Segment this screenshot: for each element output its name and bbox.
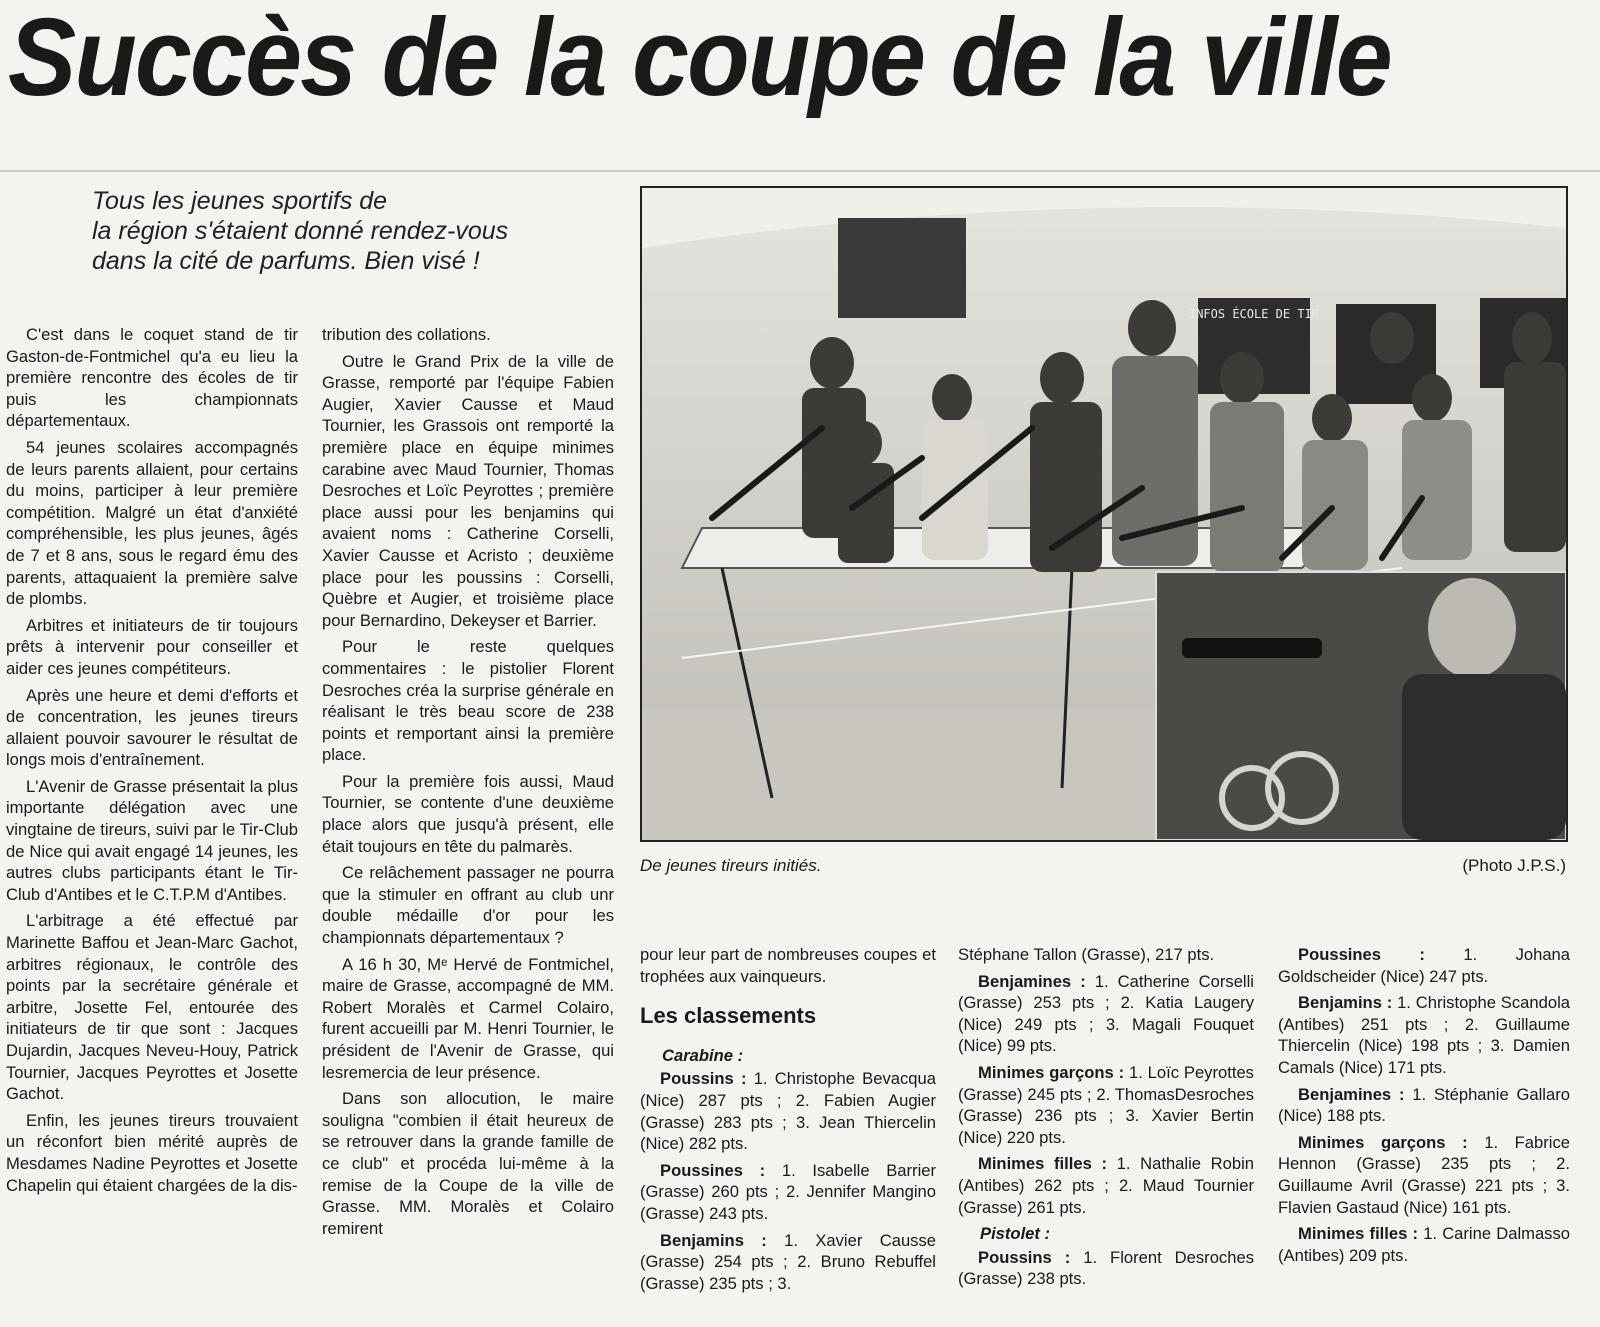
article-column-2 <box>322 324 614 1244</box>
article-column-4 <box>958 944 1254 1295</box>
result-entry <box>640 1068 936 1154</box>
result-label: Minimes garçons : <box>978 1062 1125 1082</box>
standfirst-line: la région s'étaient donné rendez-vous <box>92 217 509 245</box>
photo-illustration <box>642 188 1566 840</box>
paragraph: Outre le Grand Prix de la ville de Grasse, remporté par l'équipe Fabien Augier, Xavier Causse et Maud Tournier, les Grassois ont remporté la première place en équipe minimes carabine avec Maud Tournier, Thomas Desroches et Loïc Peyrottes ; première place aussi pour les benjamins qui avaient noms : Catherine Corselli, Xavier Causse et Acristo ; deuxième place pour les poussins : Corselli, Quèbre et Augier, et troisième place pour Bernardino, Dekeyser et Barrier. <box>322 351 614 630</box>
result-entry <box>1278 992 1570 1078</box>
standfirst-line: dans la cité de parfums. Bien visé ! <box>92 247 480 275</box>
paragraph: 54 jeunes scolaires accompagnés de leurs parents allaient, pour certains du moins, participer à leur première compétition. Malgré un état d'anxiété compréhensible, les plus jeunes, âgés de 7 et 8 ans, sous le regard ému des parents, attaquaient la première salve de plombs. <box>6 437 298 609</box>
result-label: Benjamins : <box>1298 993 1393 1013</box>
result-label: Minimes filles : <box>1298 1224 1419 1244</box>
result-label: Poussins : <box>660 1069 747 1089</box>
article-column-1 <box>6 324 298 1201</box>
result-text: 1. Xavier Causse (Grasse) 254 pts ; 2. Bruno Rebuffel (Grasse) 235 pts ; 3. <box>640 1230 936 1293</box>
category-label: Pistolet : <box>980 1224 1051 1244</box>
result-text: 1. Isabelle Barrier (Grasse) 260 pts ; 2. Jennifer Mangino (Grasse) 243 pts. <box>640 1160 937 1223</box>
paragraph: L'arbitrage a été effectué par Marinette Baffou et Jean-Marc Gachot, arbitres régionaux, le contrôle des points par la secrétaire générale et arbitre, Josette Fel, entourée des initiateurs de tir que sont : Jacques Dujardin, Jacques Neveu-Houy, Patrick Tournier, Jacques Peyrottes et Josette Gachot. <box>6 911 298 1104</box>
result-text: 1. Johana Goldscheider (Nice) 247 pts. <box>1278 945 1571 986</box>
article-column-3 <box>640 944 936 1299</box>
paragraph: Après une heure et demi d'efforts et de concentration, les jeunes tireurs allaient pouvoir savourer le résultat de longs mois d'entraînement. <box>6 685 298 770</box>
standfirst <box>92 186 632 276</box>
paragraph: A 16 h 30, Mᵉ Hervé de Fontmichel, maire de Grasse, accompagné de MM. Robert Moralès et Carmel Colairo, furent accueilli par M. Henri Tournier, le président de l'Avenir de Grasse, qui lesremercia de leur présence. <box>322 954 614 1082</box>
headline: Succès de la coupe de la ville <box>8 0 1391 119</box>
paragraph: C'est dans le coquet stand de tir Gaston-de-Fontmichel qu'a eu lieu la première rencontre des écoles de tir puis les championnats départementaux. <box>6 325 298 431</box>
result-label: Benjamins : <box>660 1230 767 1250</box>
paragraph: L'Avenir de Grasse présentait la plus importante délégation avec une vingtaine de tireurs, suivi par le Tir-Club de Nice qui avait engagé 14 jeunes, les autres clubs participants étant le Tir-Club d'Antibes et le C.T.P.M d'Antibes. <box>6 776 298 904</box>
result-entry <box>1278 944 1570 987</box>
paragraph: pour leur part de nombreuses coupes et trophées aux vainqueurs. <box>640 945 936 986</box>
result-label: Minimes garçons : <box>1298 1132 1468 1152</box>
paragraph: Ce relâchement passager ne pourra que la stimuler en offrant au club unr double médaille d'or pour les championnats départementaux ? <box>322 863 614 948</box>
result-label: Poussines : <box>1298 945 1425 964</box>
result-entry <box>1278 1084 1570 1127</box>
photo-caption: De jeunes tireurs initiés. <box>640 856 822 875</box>
result-text: 1. Catherine Corselli (Grasse) 253 pts ; 2. Katia Laugery (Nice) 249 pts ; 3. Magali Fouquet (Nice) 99 pts. <box>958 971 1254 1056</box>
result-entry <box>958 971 1254 1057</box>
sign-text: INFOS ÉCOLE DE TIR <box>1188 307 1320 321</box>
result-text: 1. Loïc Peyrottes (Grasse) 245 pts ; 2. ThomasDesroches (Grasse) 236 pts ; 3. Xavier Bertin (Nice) 220 pts. <box>958 1062 1254 1147</box>
result-entry <box>1278 1223 1570 1266</box>
paragraph: Stéphane Tallon (Grasse), 217 pts. <box>958 945 1215 964</box>
result-entry <box>1278 1132 1570 1218</box>
paragraph: Arbitres et initiateurs de tir toujours prêts à intervenir pour conseiller et aider ces jeunes compétiteurs. <box>6 615 298 678</box>
result-entry <box>958 1247 1254 1290</box>
category-label: Carabine : <box>662 1045 744 1065</box>
results-title: Les classements <box>640 1003 817 1029</box>
article-column-5 <box>1278 944 1570 1271</box>
paragraph: Pour le reste quelques commentaires : le pistolier Florent Desroches créa la surprise générale en réalisant le très beau score de 238 points et remportant ainsi la première place. <box>322 637 614 765</box>
result-label: Minimes filles : <box>978 1154 1108 1174</box>
result-label: Benjamines : <box>978 971 1086 991</box>
result-entry <box>958 1153 1254 1218</box>
result-entry <box>958 1062 1254 1148</box>
paragraph: tribution des collations. <box>322 325 491 344</box>
result-text: 1. Carine Dalmasso (Antibes) 209 pts. <box>1278 1224 1571 1265</box>
paragraph: Enfin, les jeunes tireurs trouvaient un réconfort bien mérité auprès de Mesdames Nadine Peyrottes et Josette Chapelin qui étaient chargées de la dis- <box>6 1110 298 1195</box>
result-text: 1. Florent Desroches (Grasse) 238 pts. <box>958 1247 1254 1289</box>
standfirst-line: Tous les jeunes sportifs de <box>92 187 388 215</box>
paragraph: Dans son allocution, le maire souligna "combien il était heureux de se retrouver dans la grande famille de ce club" et procéda lui-même à la remise de la Coupe de la ville de Grasse. MM. Moralès et Colairo remirent <box>322 1089 614 1238</box>
result-label: Poussins : <box>978 1247 1071 1267</box>
result-label: Poussines : <box>660 1160 766 1180</box>
result-text: 1. Christophe Bevacqua (Nice) 287 pts ; 2. Fabien Augier (Grasse) 283 pts ; 3. Jean Thiercelin (Nice) 282 pts. <box>640 1069 936 1154</box>
result-label: Benjamines : <box>1298 1084 1405 1104</box>
result-text: 1. Christophe Scandola (Antibes) 251 pts ; 2. Guillaume Thiercelin (Nice) 198 pts ; 3. Damien Camals (Nice) 171 pts. <box>1278 993 1570 1077</box>
paragraph: Pour la première fois aussi, Maud Tournier, se contente d'une deuxième place alors que jusqu'à présent, elle était toujours en tête du palmarès. <box>322 771 614 856</box>
result-text: 1. Nathalie Robin (Antibes) 262 pts ; 2. Maud Tournier (Grasse) 261 pts. <box>958 1154 1254 1217</box>
result-text: 1. Stéphanie Gallaro (Nice) 188 pts. <box>1278 1084 1570 1126</box>
photo-shooting-range <box>640 186 1568 842</box>
photo-credit: (Photo J.P.S.) <box>1462 856 1566 875</box>
result-entry <box>640 1230 936 1295</box>
result-entry <box>640 1160 936 1225</box>
result-text: 1. Fabrice Hennon (Grasse) 235 pts ; 2. Guillaume Avril (Grasse) 221 pts ; 3. Flavien Gastaud (Nice) 161 pts. <box>1278 1132 1570 1217</box>
header-rule <box>0 170 1600 172</box>
